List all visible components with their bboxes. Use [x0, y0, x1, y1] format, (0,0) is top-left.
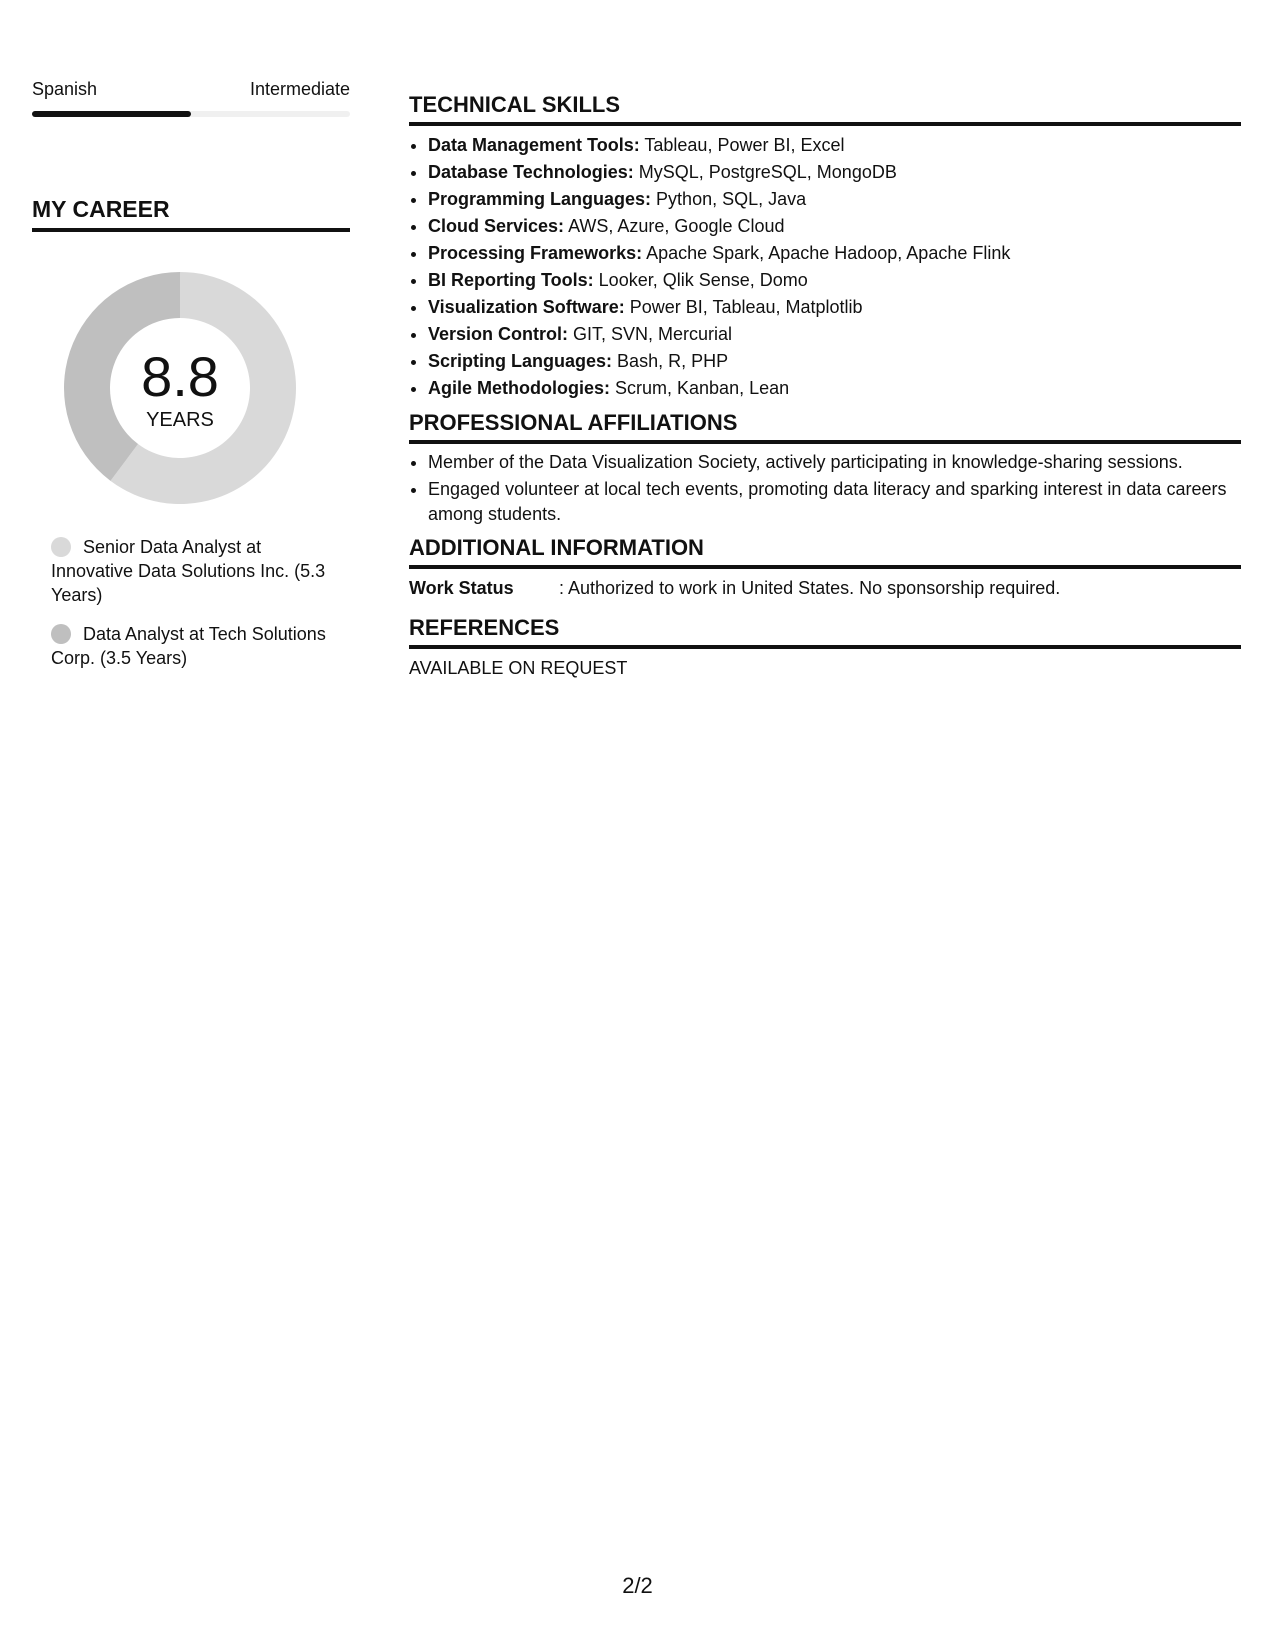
skill-label: Visualization Software:	[428, 297, 625, 317]
skill-value: Tableau, Power BI, Excel	[644, 135, 845, 155]
work-status-row	[409, 575, 1241, 601]
career-legend	[51, 535, 341, 685]
career-legend-label: Data Analyst at Tech Solutions Corp. (3.5 Years)	[51, 624, 326, 668]
affiliations-list	[409, 450, 1241, 527]
skill-label: Database Technologies:	[428, 162, 634, 182]
skill-value: Bash, R, PHP	[617, 351, 729, 371]
skill-value: Power BI, Tableau, Matplotlib	[629, 297, 863, 317]
skill-item	[428, 375, 1241, 402]
skill-label: Version Control:	[428, 324, 569, 344]
skill-value: MySQL, PostgreSQL, MongoDB	[638, 162, 897, 182]
legend-dot-icon	[51, 537, 71, 557]
skill-item	[428, 321, 1241, 348]
page-number: 2/2	[622, 1573, 653, 1598]
left-column	[32, 78, 350, 668]
skill-item	[428, 294, 1241, 321]
language-proficiency-bar	[32, 111, 350, 117]
work-status-value: : Authorized to work in United States. No sponsorship required.	[559, 578, 1061, 598]
skill-value: AWS, Azure, Google Cloud	[568, 216, 785, 236]
career-section-title: MY CAREER	[32, 195, 350, 232]
career-donut-chart	[57, 265, 303, 511]
skill-item	[428, 132, 1241, 159]
language-name: Spanish	[32, 79, 98, 99]
skill-value: Looker, Qlik Sense, Domo	[598, 270, 808, 290]
right-column	[409, 92, 1241, 681]
technical-skills-list	[409, 132, 1241, 402]
skill-label: Scripting Languages:	[428, 351, 613, 371]
career-total-years: 8.8	[141, 345, 219, 408]
skill-label: Data Management Tools:	[428, 135, 640, 155]
career-legend-item	[51, 622, 341, 670]
career-legend-item	[51, 535, 341, 607]
skill-value: GIT, SVN, Mercurial	[573, 324, 733, 344]
skill-label: Programming Languages:	[428, 189, 652, 209]
language-level: Intermediate	[249, 79, 350, 99]
skill-value: Apache Spark, Apache Hadoop, Apache Flink	[646, 243, 1011, 263]
references-title: REFERENCES	[409, 615, 1241, 649]
additional-info-title: ADDITIONAL INFORMATION	[409, 535, 1241, 569]
skill-item	[428, 186, 1241, 213]
skill-item	[428, 348, 1241, 375]
skill-item	[428, 267, 1241, 294]
skill-value: Python, SQL, Java	[656, 189, 807, 209]
skill-value: Scrum, Kanban, Lean	[615, 378, 790, 398]
legend-dot-icon	[51, 624, 71, 644]
career-legend-label: Senior Data Analyst at Innovative Data Solutions Inc. (5.3 Years)	[51, 537, 326, 605]
affiliation-item: • Member of the Data Visualization Society, actively participating in knowledge-sharing sessions.	[428, 450, 1241, 475]
references-text: AVAILABLE ON REQUEST	[409, 658, 628, 678]
language-row	[32, 78, 350, 100]
skill-item	[428, 240, 1241, 267]
skill-label: Cloud Services:	[428, 216, 565, 236]
skill-label: Agile Methodologies:	[428, 378, 610, 398]
affiliations-title: PROFESSIONAL AFFILIATIONS	[409, 410, 1241, 444]
skill-label: Processing Frameworks:	[428, 243, 643, 263]
language-proficiency-fill	[32, 111, 191, 117]
work-status-label: Work Status	[409, 578, 514, 598]
technical-skills-title: TECHNICAL SKILLS	[409, 92, 1241, 126]
skill-item	[428, 213, 1241, 240]
career-years-unit: YEARS	[146, 409, 214, 431]
skill-label: BI Reporting Tools:	[428, 270, 594, 290]
affiliation-item: • Engaged volunteer at local tech events, promoting data literacy and sparking interest in data careers among students.	[428, 477, 1241, 527]
skill-item	[428, 159, 1241, 186]
